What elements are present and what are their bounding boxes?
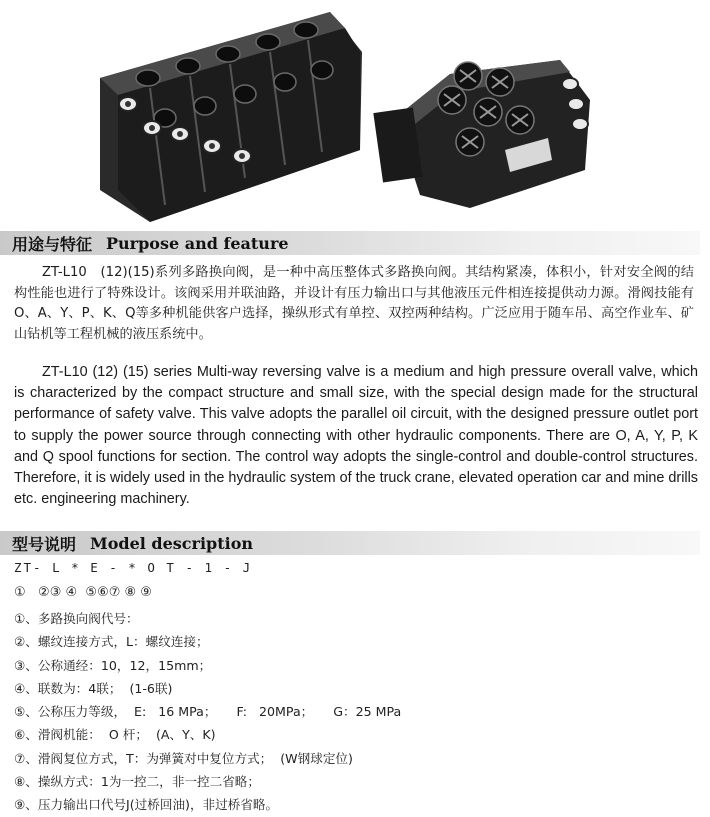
model-item: ⑦、滑阀复位方式，T：为弹簧对中复位方式； (W钢球定位)	[14, 750, 353, 766]
model-section-header	[0, 531, 700, 555]
product-photos-svg	[0, 0, 710, 228]
right-valve-photo	[373, 60, 590, 208]
purpose-title-en: Purpose and feature	[106, 233, 289, 253]
model-item: ③、公称通经：10，12，15mm；	[14, 657, 212, 673]
model-title-zh: 型号说明	[12, 534, 77, 554]
model-code-numbers: ① ②③ ④ ⑤⑥⑦ ⑧ ⑨	[14, 585, 152, 600]
model-item-list	[14, 607, 401, 817]
purpose-title-zh: 用途与特征	[12, 234, 93, 254]
model-item: ⑥、滑阀机能： O 杆； (A、Y、K)	[14, 727, 216, 743]
product-photos	[0, 0, 710, 228]
model-item: ⑤、公称压力等级， E: 16 MPa； F: 20MPa； G：25 MPa	[14, 704, 402, 720]
model-item: ①、多路换向阀代号：	[14, 611, 139, 626]
model-item: ⑧、操纵方式：1为一控二，非一控二省略；	[14, 774, 260, 790]
model-item: ②、螺纹连接方式，L：螺纹连接；	[14, 634, 209, 650]
model-item: ④、联数为：4联； (1-6联)	[14, 680, 173, 696]
purpose-paragraph-zh: ZT-L10 (12)(15)系列多路换向阀，是一种中高压整体式多路换向阀。其结构紧凑，体积小，针对安全阀的结构性能也进行了特殊设计。该阀采用并联油路，并设计有压力输出口与其他液压元件相连接提供动力源。滑阀技能有O、A、Y、P、K、Q等多种机能供客户选择，操纵形式有单控、双控两种结构。广泛应用于随车吊、高空作业车、矿山钻机等工程机械的液压系统中。	[14, 265, 694, 342]
model-item: ⑨、压力输出口代号J(过桥回油)，非过桥省略。	[14, 797, 279, 813]
model-title-en: Model description	[90, 533, 253, 553]
model-code: ZT- L * E - * O T - 1 - J	[14, 560, 253, 575]
left-valve-photo	[100, 12, 362, 222]
purpose-paragraph-en: ZT-L10 (12) (15) series Multi-way reversing valve is a medium and high pressure overall valve, which is characterized by the compact structure and small size, with the special design made for the structural performance of safety valve. This valve adopts the parallel oil circuit, with the designed pressure outlet port to supply the power source through connecting with other hydraulic components. There are O, A, Y, P, K and Q spool functions for section. The control way adopts the single-control and double-control structures. Therefore, it is widely used in the hydraulic system of the truck crane, elevated operation car and mine drills etc. engineering machinery.	[14, 364, 698, 508]
purpose-section-header	[0, 231, 700, 255]
